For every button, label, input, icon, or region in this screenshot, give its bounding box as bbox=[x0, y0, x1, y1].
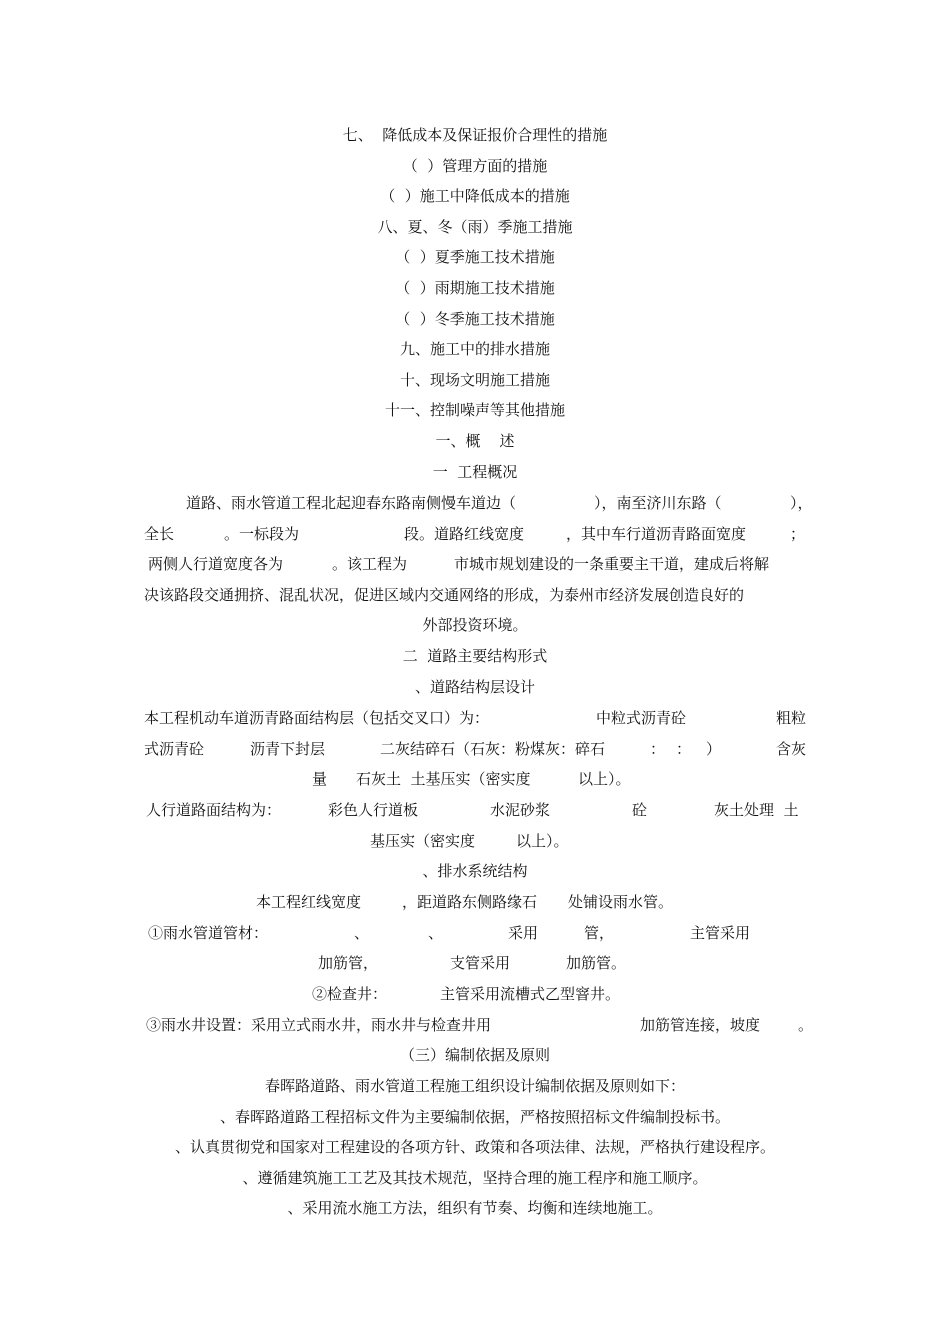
toc-item: （ ）雨期施工技术措施 bbox=[395, 279, 555, 297]
text-fragment: 主管采用 bbox=[690, 924, 751, 942]
text-fragment: 支管采用 bbox=[450, 954, 511, 972]
text-fragment: 主管采用流槽式乙型窨井。 bbox=[440, 985, 621, 1003]
text-fragment: ，距道路东侧路缘石 bbox=[402, 893, 538, 911]
list-item: 、遵循建筑施工工艺及其技术规范，坚持合理的施工程序和施工顺序。 bbox=[242, 1169, 708, 1187]
text-fragment: 以上）。 bbox=[516, 832, 569, 850]
text-fragment: 中粒式沥青砼 bbox=[596, 709, 687, 727]
text-fragment: ） bbox=[706, 740, 722, 758]
text-fragment: 管， bbox=[584, 924, 615, 942]
text-fragment: 道路、雨水管道工程北起迎春东路南侧慢车道边（ bbox=[186, 494, 517, 512]
toc-item: （ ）管理方面的措施 bbox=[402, 157, 548, 175]
text-fragment: 市城市规划建设的一条重要主干道，建成后将解 bbox=[454, 555, 770, 573]
toc-item: 十一、控制噪声等其他措施 bbox=[384, 401, 565, 419]
text-fragment: 水泥砂浆 bbox=[490, 801, 551, 819]
text-fragment: 沥青下封层 bbox=[250, 740, 326, 758]
text-fragment: 粗粒 bbox=[776, 709, 807, 727]
text-fragment: 加筋管， bbox=[318, 954, 379, 972]
text-fragment: ②检查井： bbox=[312, 985, 388, 1003]
text-fragment: 段。道路红线宽度 bbox=[404, 525, 525, 543]
text-fragment: 人行道路面结构为： bbox=[146, 801, 282, 819]
section-heading: 一、概 述 bbox=[435, 432, 515, 450]
text-fragment: ①雨水管道管材： bbox=[148, 924, 269, 942]
text-fragment: 砼 bbox=[632, 801, 648, 819]
toc-item: （ ）夏季施工技术措施 bbox=[395, 248, 555, 266]
text-fragment: ③雨水井设置：采用立式雨水井，雨水井与检查井用 bbox=[146, 1016, 492, 1034]
text-fragment: 加筋管连接，坡度 bbox=[640, 1016, 761, 1034]
text-fragment: 、 bbox=[354, 924, 370, 942]
subsection-heading: 、道路结构层设计 bbox=[414, 678, 535, 696]
text-fragment: 。 bbox=[798, 1016, 814, 1034]
text-fragment: 二灰结碎石（石灰：粉煤灰：碎石 bbox=[380, 740, 606, 758]
text-fragment: 以上）。 bbox=[578, 770, 631, 788]
text-fragment: 本工程机动车道沥青路面结构层（包括交叉口）为： bbox=[144, 709, 490, 727]
text-fragment: 。该工程为 bbox=[332, 555, 408, 573]
toc-item: 九、施工中的排水措施 bbox=[399, 340, 550, 358]
subsection-heading: （三）编制依据及原则 bbox=[399, 1046, 550, 1064]
text-fragment: ，其中车行道沥青路面宽度 bbox=[566, 525, 747, 543]
toc-item: 八、夏、冬（雨）季施工措施 bbox=[377, 218, 573, 236]
toc-item: 十、现场文明施工措施 bbox=[399, 371, 550, 389]
text-fragment: 彩色人行道板 bbox=[328, 801, 419, 819]
text-fragment: ； bbox=[790, 525, 806, 543]
list-item: 、认真贯彻党和国家对工程建设的各项方针、政策和各项法律、法规，严格执行建设程序。 bbox=[174, 1138, 775, 1156]
text-fragment: 基压实（密实度 bbox=[370, 832, 476, 850]
toc-item: （ ）施工中降低成本的措施 bbox=[380, 187, 570, 205]
toc-item: 七、 降低成本及保证报价合理性的措施 bbox=[342, 126, 608, 144]
text-fragment: 外部投资环境。 bbox=[422, 616, 528, 634]
text-fragment: ），南至济川东路（ bbox=[594, 494, 722, 512]
text-fragment: 量 bbox=[312, 770, 328, 788]
text-fragment: 。一标段为 bbox=[224, 525, 300, 543]
subsection-heading: 一 工程概况 bbox=[432, 463, 518, 481]
list-item: 、采用流水施工方法，组织有节奏、均衡和连续地施工。 bbox=[287, 1199, 663, 1217]
paragraph: 春晖路道路、雨水管道工程施工组织设计编制依据及原则如下： bbox=[264, 1077, 685, 1095]
text-fragment: 决该路段交通拥挤、混乱状况，促进区域内交通网络的形成，为泰州市经济发展创造良好的 bbox=[144, 586, 745, 604]
text-fragment: 式沥青砼 bbox=[144, 740, 205, 758]
text-fragment: 含灰 bbox=[776, 740, 807, 758]
text-fragment: ： bbox=[650, 740, 666, 758]
text-fragment: 加筋管。 bbox=[566, 954, 627, 972]
text-fragment: 全长 bbox=[144, 525, 175, 543]
text-fragment: 采用 bbox=[508, 924, 539, 942]
text-fragment: ： bbox=[676, 740, 692, 758]
text-fragment: 本工程红线宽度 bbox=[256, 893, 362, 911]
text-fragment: 石灰土 土基压实（密实度 bbox=[356, 770, 531, 788]
text-fragment: 、 bbox=[428, 924, 444, 942]
text-fragment: ）， bbox=[790, 494, 813, 512]
toc-item: （ ）冬季施工技术措施 bbox=[395, 310, 555, 328]
subsection-heading: 二 道路主要结构形式 bbox=[402, 647, 548, 665]
text-fragment: 两侧人行道宽度各为 bbox=[148, 555, 284, 573]
text-fragment: 处铺设雨水管。 bbox=[568, 893, 674, 911]
list-item: 、春晖路道路工程招标文件为主要编制依据，严格按照招标文件编制投标书。 bbox=[219, 1108, 730, 1126]
text-fragment: 灰土处理 土 bbox=[714, 801, 799, 819]
subsection-heading: 、排水系统结构 bbox=[422, 862, 528, 880]
